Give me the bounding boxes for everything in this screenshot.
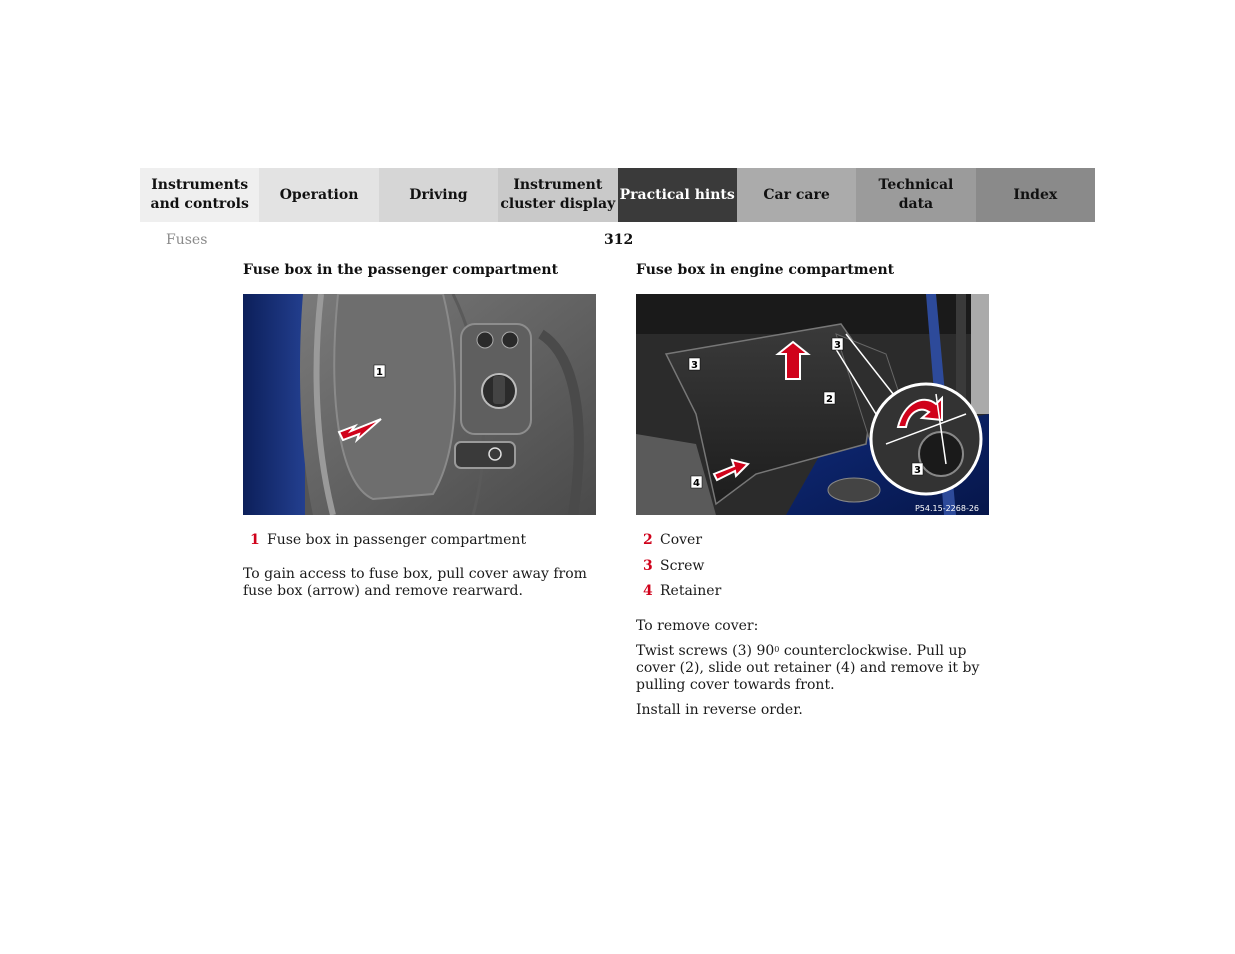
callout-3-top: 3 <box>834 340 841 351</box>
legend-item <box>243 528 526 554</box>
section-label: Fuses <box>166 232 208 248</box>
chapter-tabs <box>140 168 1095 222</box>
callout-4: 4 <box>693 478 700 489</box>
right-legend <box>636 528 721 605</box>
left-legend <box>243 528 526 554</box>
page-number: 312 <box>604 232 634 248</box>
callout-3-left: 3 <box>691 360 698 371</box>
remove-cover-steps <box>636 643 996 694</box>
left-heading: Fuse box in the passenger compartment <box>243 262 559 278</box>
tab-practical-hints[interactable]: Practical hints <box>618 168 737 222</box>
callout-3-inset: 3 <box>914 465 921 476</box>
legend-number: 4 <box>643 583 653 599</box>
figure-code: P54.15-2268-26 <box>914 504 980 513</box>
remove-cover-intro: To remove cover: <box>636 618 759 634</box>
legend-text: Screw <box>660 557 705 574</box>
legend-number: 2 <box>643 532 653 548</box>
callout-1: 1 <box>376 367 383 378</box>
passenger-fuse-box-illustration <box>243 294 596 515</box>
tab-operation[interactable]: Operation <box>259 168 378 222</box>
legend-text: Fuse box in passenger compartment <box>267 532 527 548</box>
legend-number: 3 <box>643 557 653 574</box>
callout-2: 2 <box>826 394 833 405</box>
legend-text: Cover <box>660 532 703 548</box>
tab-driving[interactable]: Driving <box>379 168 498 222</box>
steps-text-b: counterclockwise. Pull up cover (2), slide out retainer (4) and remove it by pulling cover towards front. <box>636 643 980 693</box>
right-heading: Fuse box in engine compartment <box>636 262 895 278</box>
legend-item <box>636 528 721 554</box>
tab-car-care[interactable]: Car care <box>737 168 856 222</box>
tab-instruments-and-controls[interactable]: Instruments and controls <box>140 168 259 222</box>
engine-fuse-box-illustration <box>636 294 989 515</box>
tab-instrument-cluster-display[interactable]: Instrument cluster display <box>498 168 617 222</box>
legend-text: Retainer <box>660 583 722 599</box>
tab-index[interactable]: Index <box>976 168 1095 222</box>
tab-technical-data[interactable]: Technical data <box>856 168 975 222</box>
steps-text-a: Twist screws (3) 90 <box>636 643 775 659</box>
left-instructions: To gain access to fuse box, pull cover away from fuse box (arrow) and remove rearward. <box>243 566 587 599</box>
legend-item <box>636 554 721 580</box>
install-note: Install in reverse order. <box>636 702 803 718</box>
legend-number: 1 <box>250 532 260 548</box>
legend-item <box>636 579 721 605</box>
degree-superscript: 0 <box>774 645 780 654</box>
